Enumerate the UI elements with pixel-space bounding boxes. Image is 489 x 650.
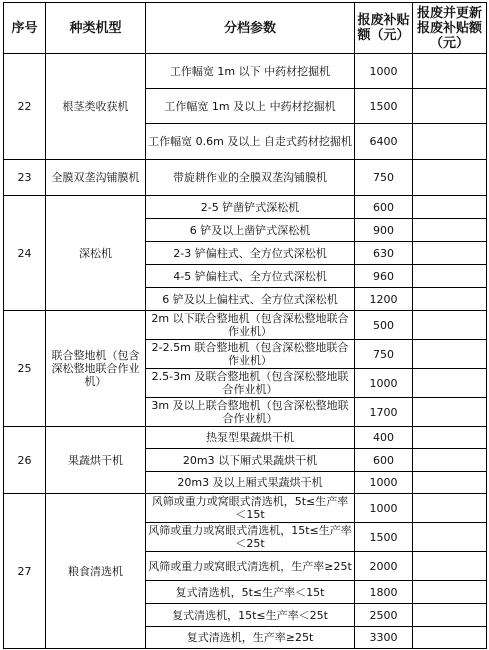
header-row — [4, 3, 487, 54]
param-cell: 2.5-3m 及联合整地机（包含深松整地联合作业机） — [146, 369, 355, 398]
param-cell: 风筛或重力或窝眼式清选机，15t≤生产率＜25t — [146, 523, 355, 552]
subsidy-cell: 2000 — [355, 552, 413, 581]
update-subsidy-cell — [413, 54, 487, 89]
subsidy-cell: 400 — [355, 427, 413, 449]
update-subsidy-cell — [413, 552, 487, 581]
param-cell: 工作幅宽 0.6m 及以上 自走式药材挖掘机 — [146, 124, 355, 160]
seq-cell: 27 — [4, 494, 46, 649]
subsidy-table — [3, 2, 487, 649]
subsidy-cell: 900 — [355, 219, 413, 242]
subsidy-cell: 630 — [355, 242, 413, 265]
type-cell: 联合整地机（包含深松整地联合作业机） — [46, 311, 146, 427]
param-cell: 2-3 铲偏柱式、全方位式深松机 — [146, 242, 355, 265]
subsidy-cell: 750 — [355, 340, 413, 369]
update-subsidy-cell — [413, 627, 487, 649]
update-subsidy-cell — [413, 581, 487, 604]
subsidy-cell: 1500 — [355, 89, 413, 124]
param-cell: 热泵型果蔬烘干机 — [146, 427, 355, 449]
header-params: 分档参数 — [146, 3, 355, 54]
subsidy-cell: 1000 — [355, 494, 413, 523]
seq-cell: 24 — [4, 196, 46, 311]
update-subsidy-cell — [413, 369, 487, 398]
update-subsidy-cell — [413, 265, 487, 288]
param-cell: 复式清选机，5t≤生产率＜15t — [146, 581, 355, 604]
subsidy-cell: 1200 — [355, 288, 413, 311]
update-subsidy-cell — [413, 427, 487, 449]
subsidy-cell: 6400 — [355, 124, 413, 160]
subsidy-cell: 1000 — [355, 54, 413, 89]
update-subsidy-cell — [413, 494, 487, 523]
update-subsidy-cell — [413, 604, 487, 627]
param-cell: 2m 以下联合整地机（包含深松整地联合作业机） — [146, 311, 355, 340]
seq-cell: 23 — [4, 160, 46, 196]
seq-cell: 25 — [4, 311, 46, 427]
param-cell: 2-5 铲凿铲式深松机 — [146, 196, 355, 219]
param-cell: 3m 及以上联合整地机（包含深松整地联合作业机） — [146, 398, 355, 427]
seq-cell: 26 — [4, 427, 46, 494]
param-cell: 20m3 及以上厢式果蔬烘干机 — [146, 472, 355, 494]
header-seq: 序号 — [4, 3, 46, 54]
header-type: 种类机型 — [46, 3, 146, 54]
subsidy-cell: 750 — [355, 160, 413, 196]
subsidy-cell: 1700 — [355, 398, 413, 427]
param-cell: 复式清选机，15t≤生产率＜25t — [146, 604, 355, 627]
param-cell: 20m3 以下厢式果蔬烘干机 — [146, 449, 355, 472]
seq-cell: 22 — [4, 54, 46, 160]
table-body — [4, 54, 487, 649]
update-subsidy-cell — [413, 89, 487, 124]
subsidy-cell: 500 — [355, 311, 413, 340]
update-subsidy-cell — [413, 472, 487, 494]
subsidy-cell: 600 — [355, 196, 413, 219]
update-subsidy-cell — [413, 340, 487, 369]
update-subsidy-cell — [413, 449, 487, 472]
update-subsidy-cell — [413, 311, 487, 340]
update-subsidy-cell — [413, 196, 487, 219]
subsidy-cell: 1000 — [355, 472, 413, 494]
subsidy-cell: 1000 — [355, 369, 413, 398]
table-row — [4, 54, 487, 89]
type-cell: 果蔬烘干机 — [46, 427, 146, 494]
param-cell: 6 铲及以上偏柱式、全方位式深松机 — [146, 288, 355, 311]
subsidy-cell: 1800 — [355, 581, 413, 604]
param-cell: 2-2.5m 联合整地机（包含深松整地联合作业机） — [146, 340, 355, 369]
param-cell: 风筛或重力或窝眼式清选机，5t≤生产率＜15t — [146, 494, 355, 523]
param-cell: 4-5 铲偏柱式、全方位式深松机 — [146, 265, 355, 288]
table-row — [4, 196, 487, 219]
subsidy-cell: 1500 — [355, 523, 413, 552]
header-update-subsidy: 报废并更新报废补贴额（元） — [413, 3, 487, 54]
param-cell: 工作幅宽 1m 以下 中药材挖掘机 — [146, 54, 355, 89]
header-subsidy: 报废补贴额（元） — [355, 3, 413, 54]
param-cell: 风筛或重力或窝眼式清选机，生产率≥25t — [146, 552, 355, 581]
update-subsidy-cell — [413, 124, 487, 160]
subsidy-cell: 600 — [355, 449, 413, 472]
table-row — [4, 427, 487, 449]
subsidy-cell: 960 — [355, 265, 413, 288]
update-subsidy-cell — [413, 160, 487, 196]
subsidy-cell: 3300 — [355, 627, 413, 649]
update-subsidy-cell — [413, 242, 487, 265]
type-cell: 全膜双垄沟铺膜机 — [46, 160, 146, 196]
param-cell: 复式清选机，生产率≥25t — [146, 627, 355, 649]
type-cell: 粮食清选机 — [46, 494, 146, 649]
update-subsidy-cell — [413, 288, 487, 311]
subsidy-cell: 2500 — [355, 604, 413, 627]
update-subsidy-cell — [413, 398, 487, 427]
type-cell: 根茎类收获机 — [46, 54, 146, 160]
table-row — [4, 311, 487, 340]
update-subsidy-cell — [413, 219, 487, 242]
param-cell: 带旋耕作业的全膜双垄沟铺膜机 — [146, 160, 355, 196]
table-row — [4, 160, 487, 196]
table-row — [4, 494, 487, 523]
param-cell: 6 铲及以上凿铲式深松机 — [146, 219, 355, 242]
param-cell: 工作幅宽 1m 及以上 中药材挖掘机 — [146, 89, 355, 124]
update-subsidy-cell — [413, 523, 487, 552]
type-cell: 深松机 — [46, 196, 146, 311]
